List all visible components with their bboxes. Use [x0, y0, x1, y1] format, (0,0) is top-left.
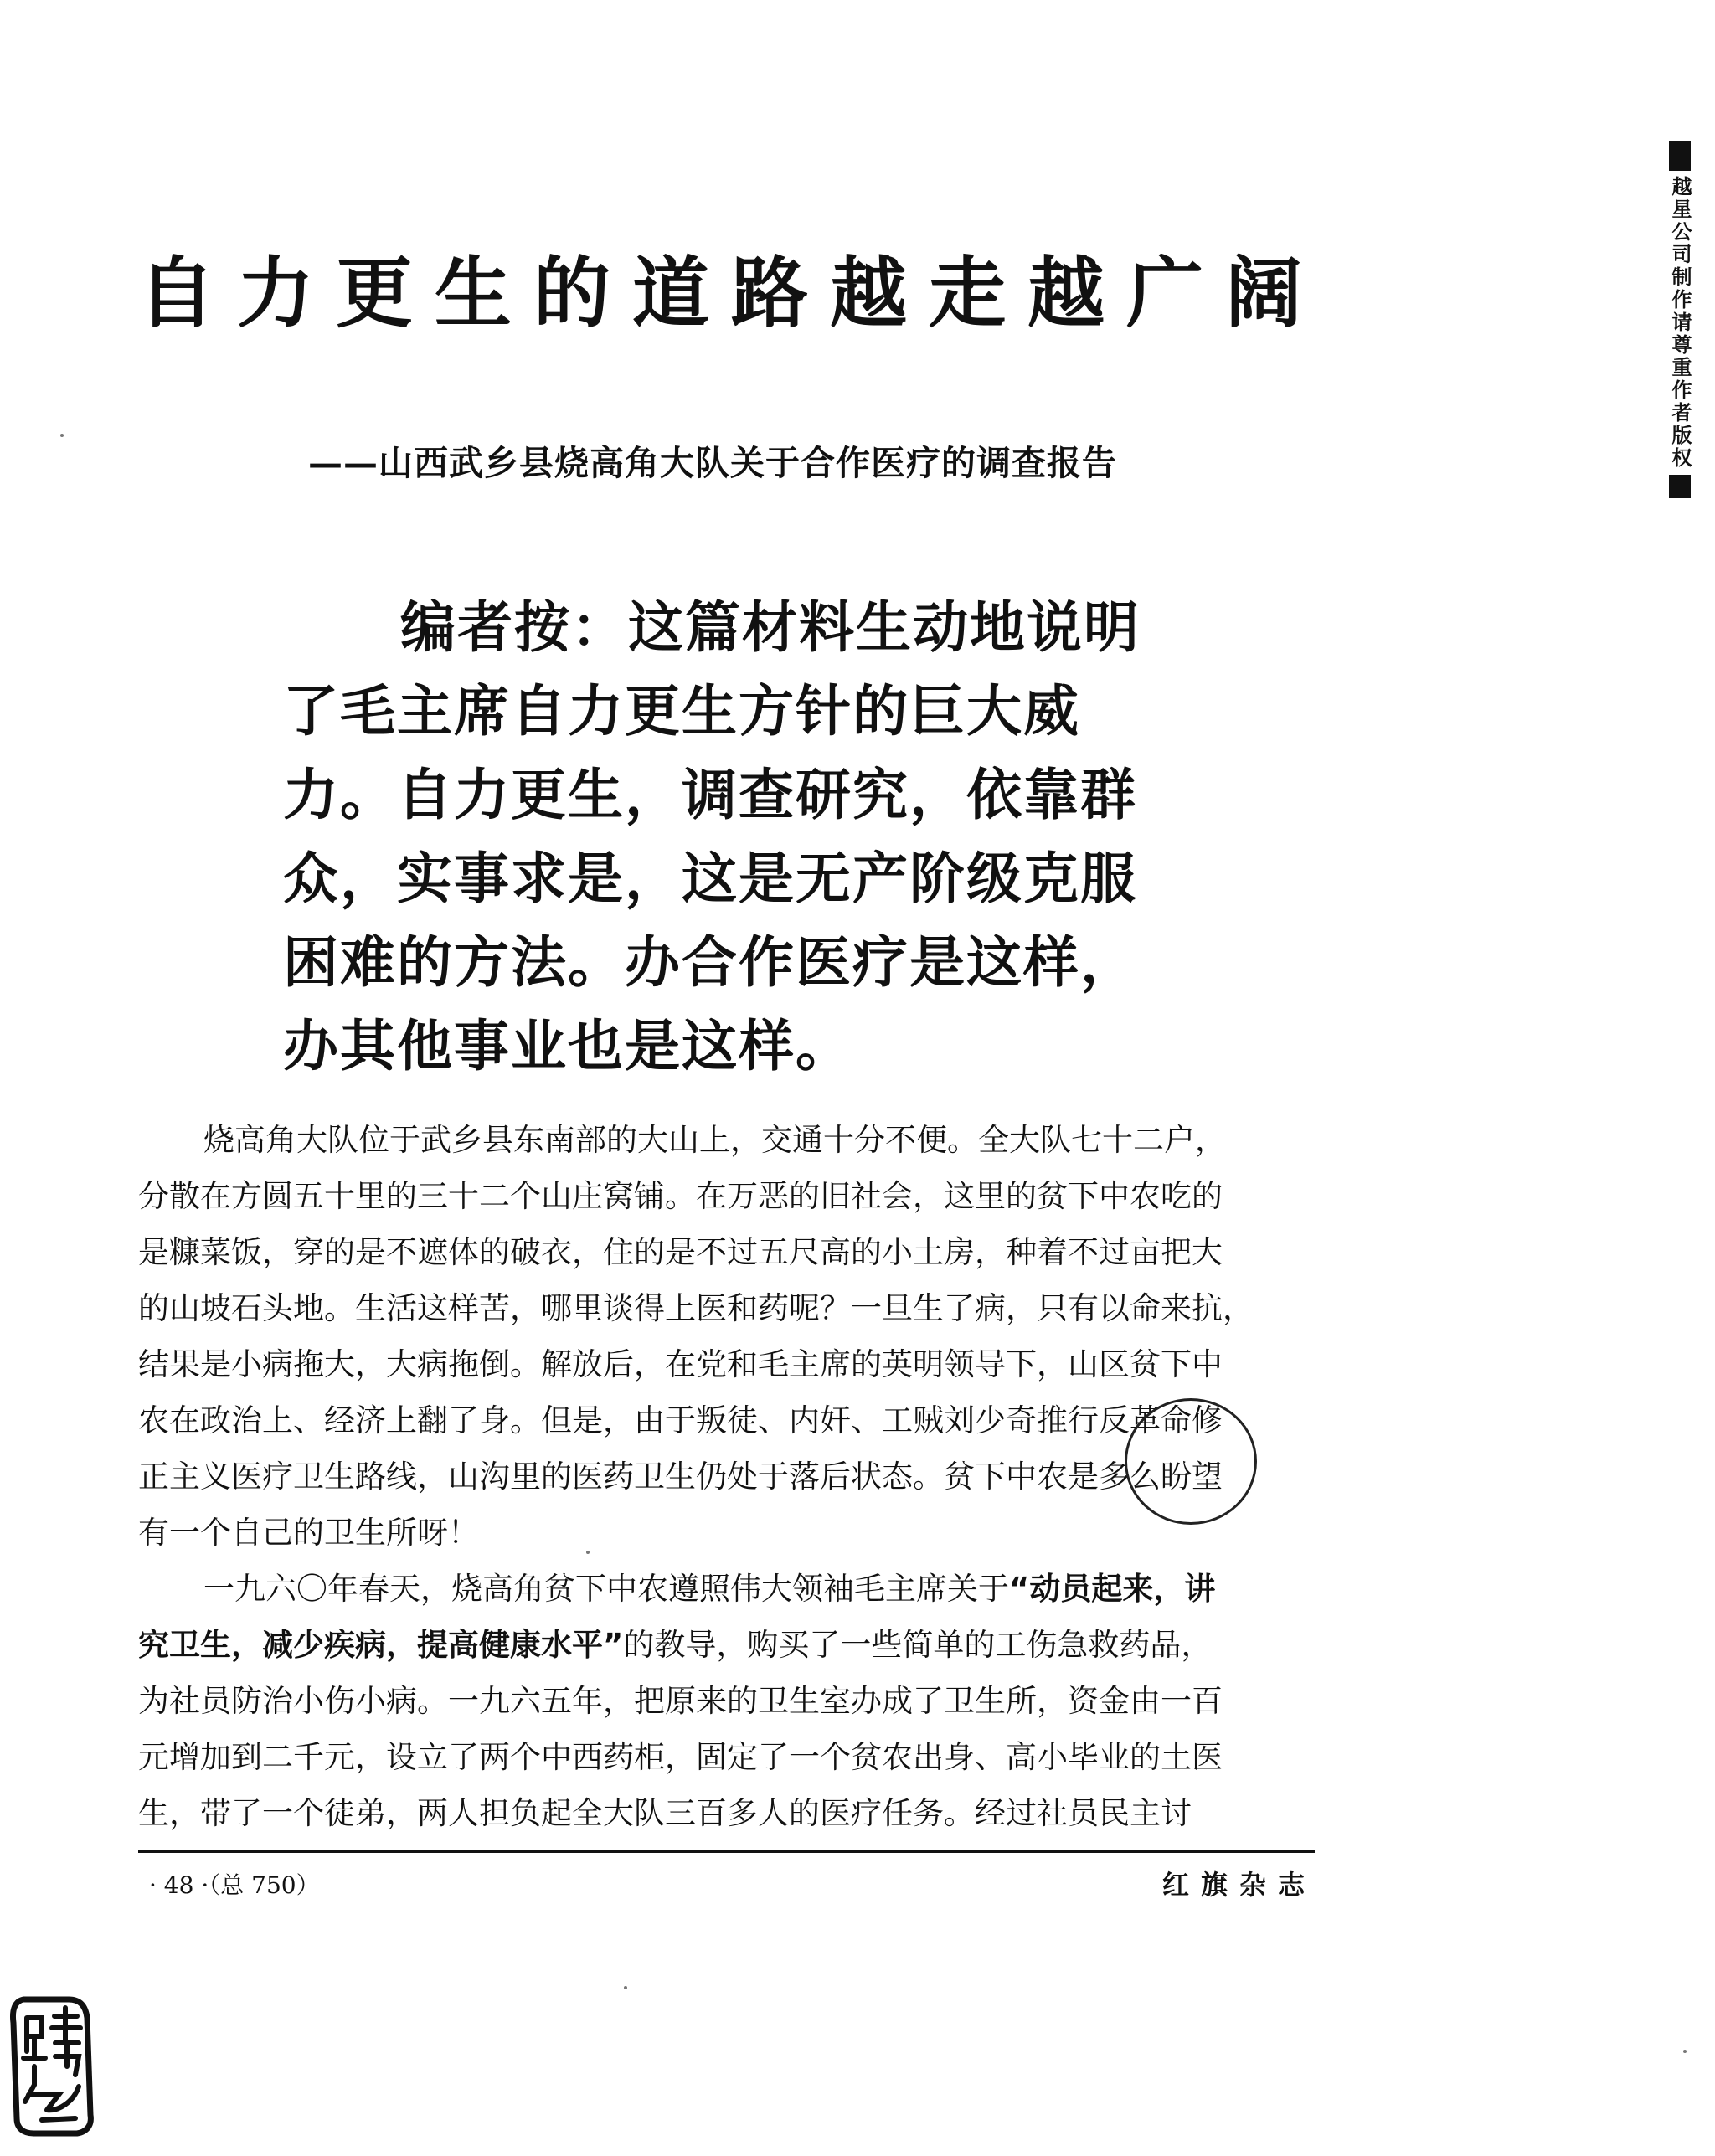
scan-speck — [624, 1986, 627, 1989]
scan-speck — [60, 434, 64, 437]
pen-circle-annotation — [1125, 1398, 1257, 1525]
article-title: 自力更生的道路越走越广阔 — [138, 249, 1325, 338]
editor-note-line: 众，实事求是，这是无产阶级克服 — [283, 846, 1137, 911]
editor-note-line: 困难的方法。办合作医疗是这样， — [283, 930, 1137, 995]
scan-speck — [586, 1551, 590, 1554]
editor-note-line: 了毛主席自力更生方针的巨大威 — [283, 679, 1080, 744]
copyright-strip — [1662, 141, 1697, 498]
mao-quote: 究卫生，减少疾病，提高健康水平” — [138, 1627, 624, 1663]
journal-name: 红旗杂志 — [1162, 1869, 1317, 1901]
strip-top-marker — [1669, 141, 1691, 171]
body-line: 结果是小病拖大，大病拖倒。解放后，在党和毛主席的英明领导下，山区贫下中 — [138, 1346, 1223, 1382]
editor-note-line: 编者按：这篇材料生动地说明 — [400, 595, 1141, 660]
scan-speck — [1683, 2050, 1687, 2053]
mao-quote: “动员起来，讲 — [1009, 1571, 1216, 1607]
body-line — [138, 1561, 1315, 1617]
strip-bottom-marker — [1669, 475, 1691, 498]
editor-note-line: 力。自力更生，调查研究，依靠群 — [283, 763, 1137, 827]
article-subtitle: ——山西武乡县烧高角大队关于合作医疗的调查报告 — [308, 443, 1117, 483]
body-line: 有一个自己的卫生所呀！ — [138, 1515, 479, 1551]
body-line: 为社员防治小伤小病。一九六五年，把原来的卫生室办成了卫生所，资金由一百 — [138, 1683, 1223, 1719]
editor-note — [283, 586, 1171, 1088]
body-text-run: 的教导，购买了一些简单的工伤急救药品， — [623, 1627, 1213, 1663]
seal-stamp-icon — [8, 1993, 96, 2139]
body-line: 的山坡石头地。生活这样苦，哪里谈得上医和药呢？一旦生了病，只有以命来抗， — [138, 1290, 1254, 1326]
editor-note-line: 办其他事业也是这样。 — [283, 1014, 852, 1078]
body-text-run: 一九六〇年春天，烧高角贫下中农遵照伟大领袖毛主席关于 — [203, 1571, 1009, 1607]
footer-rule — [138, 1850, 1315, 1853]
page-number: · 48 ·（总 750） — [149, 1871, 320, 1899]
body-line: 生，带了一个徒弟，两人担负起全大队三百多人的医疗任务。经过社员民主讨 — [138, 1795, 1192, 1831]
body-line — [138, 1617, 1315, 1673]
body-line: 是糠菜饭，穿的是不遮体的破衣，住的是不过五尺高的小土房，种着不过亩把大 — [138, 1234, 1223, 1270]
copyright-text: 越星公司制作请尊重作者版权 — [1668, 176, 1692, 470]
body-line: 烧高角大队位于武乡县东南部的大山上，交通十分不便。全大队七十二户， — [203, 1122, 1226, 1158]
body-line: 农在政治上、经济上翻了身。但是，由于叛徒、内奸、工贼刘少奇推行反革命修 — [138, 1402, 1223, 1438]
body-line: 分散在方圆五十里的三十二个山庄窝铺。在万恶的旧社会，这里的贫下中农吃的 — [138, 1178, 1223, 1214]
body-line: 正主义医疗卫生路线，山沟里的医药卫生仍处于落后状态。贫下中农是多么盼望 — [138, 1459, 1223, 1495]
body-line: 元增加到二千元，设立了两个中西药柜，固定了一个贫农出身、高小毕业的土医 — [138, 1739, 1223, 1775]
